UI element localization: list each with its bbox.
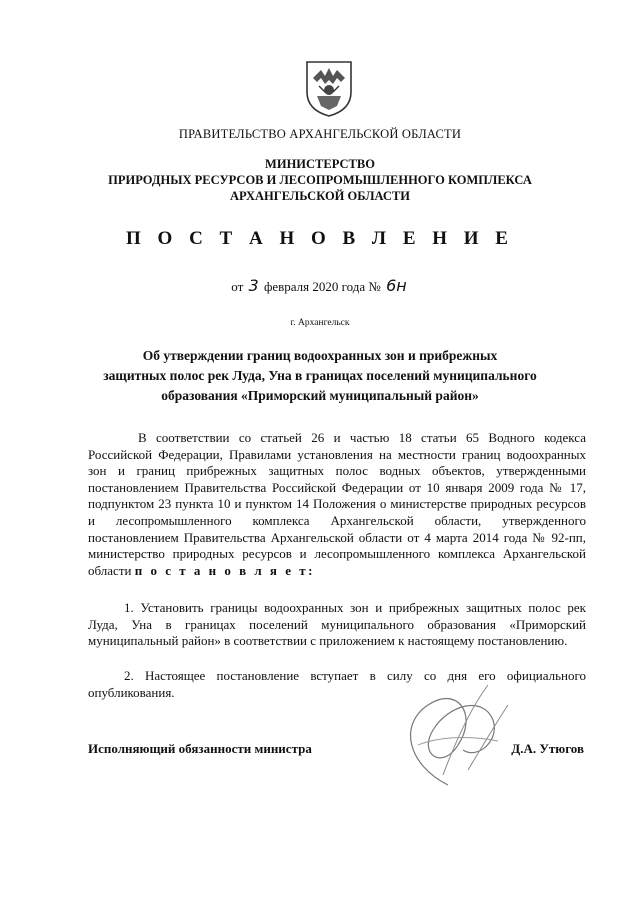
ministry-name — [0, 156, 640, 204]
document-date-line — [0, 276, 640, 295]
item-1: 1. Установить границы водоохранных зон и прибрежных защитных полос рек Луда, Уна в границах поселений муниципального образования «Приморский муниципальный район» в соответствии с приложением к настоящему постановлению. — [88, 600, 586, 649]
decree-word: п о с т а н о в л я е т: — [134, 562, 315, 578]
item-2: 2. Настоящее постановление вступает в силу со дня его официального опубликования. — [88, 668, 586, 700]
date-prefix: от — [231, 279, 244, 294]
date-day-handwritten: 3 — [248, 276, 259, 295]
subject-line-3: образования «Приморский муниципальный район» — [161, 388, 479, 403]
subject-line-1: Об утверждении границ водоохранных зон и прибрежных — [142, 348, 498, 363]
handwritten-signature — [388, 675, 538, 795]
document-subject — [0, 346, 640, 406]
date-rest: февраля 2020 года № — [263, 279, 381, 294]
coat-of-arms-emblem — [303, 58, 355, 118]
document-type-title: П О С Т А Н О В Л Е Н И Е — [126, 228, 514, 249]
document-number-handwritten: 6н — [386, 276, 407, 295]
city-name: г. Архангельск — [290, 318, 350, 328]
preamble-paragraph — [88, 430, 586, 579]
signer-name: Д.А. Утюгов — [511, 741, 584, 756]
ministry-line-1: МИНИСТЕРСТВО — [265, 157, 375, 171]
signer-role: Исполняющий обязанности министра — [88, 741, 312, 756]
ministry-line-2: ПРИРОДНЫХ РЕСУРСОВ И ЛЕСОПРОМЫШЛЕННОГО КОМПЛЕКСА — [108, 173, 532, 187]
ministry-line-3: АРХАНГЕЛЬСКОЙ ОБЛАСТИ — [230, 189, 410, 203]
preamble-text: В соответствии со статьей 26 и частью 18 статьи 65 Водного кодекса Российской Федерации, Правилами установления на местности границ водоохранных зон и границ прибрежных защитных полос водных объектов, утвержденными постановлением Правительства Российской Федерации от 10 января 2009 года № 17, подпунктом 23 пункта 10 и пунктом 14 Положения о министерстве природных ресурсов и лесопромышленного комплекса Архангельской области, утвержденного постановлением Правительства Архангельской области от 4 марта 2014 года № 92-пп, министерство природных ресурсов и лесопромышленного комплекса Архангельской области — [88, 430, 586, 578]
subject-line-2: защитных полос рек Луда, Уна в границах поселений муниципального — [103, 368, 537, 383]
government-name: ПРАВИТЕЛЬСТВО АРХАНГЕЛЬСКОЙ ОБЛАСТИ — [178, 127, 462, 141]
